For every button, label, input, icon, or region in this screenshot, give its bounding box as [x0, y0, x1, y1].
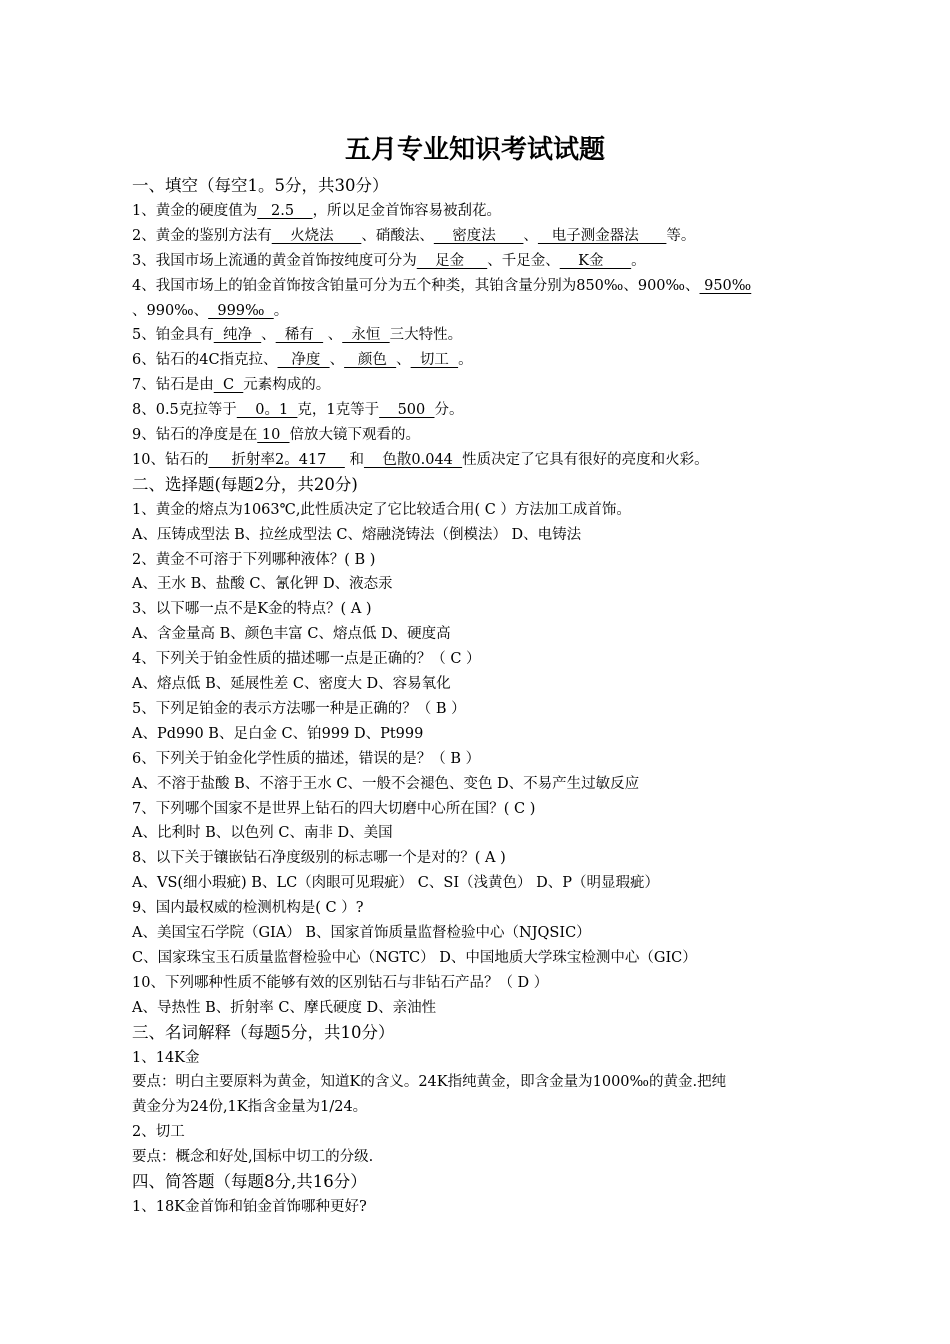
- exam-line: [132, 1122, 185, 1142]
- exam-line: [132, 799, 535, 819]
- exam-line: [132, 649, 481, 669]
- exam-line: [132, 226, 695, 246]
- exam-line: [132, 574, 393, 594]
- line-text: 三大特性。: [389, 327, 463, 344]
- line-text: 、千足金、: [487, 252, 560, 269]
- line-text: A、王水 B、盐酸 C、氰化钾 D、液态汞: [132, 576, 393, 593]
- line-text: 8、以下关于镶嵌钻石净度级别的标志哪一个是对的？( A ): [132, 850, 506, 867]
- exam-line: [132, 774, 639, 794]
- exam-line: [132, 375, 330, 395]
- exam-line: [132, 550, 375, 570]
- exam-line: [132, 998, 436, 1018]
- exam-line: [132, 450, 709, 470]
- line-text: 9、钻石的净度是在: [132, 427, 258, 443]
- exam-line: [132, 1147, 373, 1167]
- answer-blank: 折射率2。417: [208, 451, 345, 468]
- line-text: A、熔点低 B、延展性差 C、密度大 D、容易氧化: [132, 676, 451, 692]
- line-text: 5、下列足铂金的表示方法哪一种是正确的？（ B ）: [132, 700, 466, 717]
- line-text: 4、下列关于铂金性质的描述哪一点是正确的？（ C ）: [132, 651, 481, 668]
- exam-line: [132, 823, 393, 843]
- line-text: A、VS(细小瑕疵) B、LC（肉眼可见瑕疵） C、SI（浅黄色） D、P（明显瑕疵）: [132, 875, 660, 892]
- line-text: 要点：明白主要原料为黄金，知道K的含义。24K指纯黄金，即含金量为1000‰的黄金.把纯: [132, 1074, 727, 1091]
- line-text: 四、简答题（每题8分,共16分）: [132, 1172, 367, 1191]
- line-text: 分。: [434, 402, 464, 419]
- exam-line: [132, 350, 473, 370]
- section-heading: [132, 1172, 367, 1192]
- exam-line: [132, 325, 462, 345]
- line-text: C、国家珠宝玉石质量监督检验中心（NGTC） D、中国地质大学珠宝检测中心（GIC）: [132, 949, 697, 966]
- line-text: 、: [396, 352, 411, 369]
- line-text: 1、黄金的熔点为1063℃,此性质决定了它比较适合用( C ）方法加工成首饰。: [132, 501, 631, 518]
- line-text: 7、钻石是由: [132, 377, 214, 394]
- exam-line: [132, 699, 466, 719]
- line-text: 要点：概念和好处,国标中切工的分级.: [132, 1149, 374, 1166]
- exam-line: [132, 301, 288, 321]
- exam-line: [132, 724, 423, 744]
- exam-line: [132, 948, 697, 968]
- exam-line: [132, 749, 480, 769]
- exam-line: [132, 599, 372, 619]
- line-text: 3、以下哪一点不是K金的特点？( A ): [132, 601, 372, 618]
- exam-line: [132, 251, 646, 271]
- answer-blank: 切工: [410, 352, 459, 369]
- line-text: 1、18K金首饰和铂金首饰哪种更好?: [132, 1198, 367, 1215]
- page-title: 五月专业知识考试试题: [344, 135, 605, 165]
- exam-line: [132, 898, 363, 918]
- line-text: 克，1克等于: [297, 402, 380, 419]
- line-text: 、硝酸法、: [361, 227, 434, 244]
- answer-blank: 足金: [416, 252, 488, 269]
- line-text: 8、0.5克拉等于: [132, 402, 237, 419]
- answer-blank: 永恒: [342, 327, 390, 344]
- line-text: 2、黄金不可溶于下列哪种液体？( B ): [132, 551, 376, 568]
- exam-line: [132, 624, 451, 644]
- line-text: 4、我国市场上的铂金首饰按含铂量可分为五个种类，其铂含量分别为850‰、900‰、: [132, 277, 700, 294]
- line-text: 黄金分为24份,1K指含金量为1/24。: [132, 1099, 368, 1116]
- line-text: 6、下列关于铂金化学性质的描述，错误的是？（ B ）: [132, 750, 481, 767]
- exam-line: [132, 1097, 367, 1117]
- exam-line: [132, 923, 591, 943]
- answer-blank: 电子测金器法: [537, 227, 667, 244]
- line-text: A、压铸成型法 B、拉丝成型法 C、熔融浇铸法（倒模法） D、电铸法: [132, 526, 582, 543]
- line-text: 2、黄金的鉴别方法有: [132, 227, 272, 244]
- answer-blank: 颜色: [344, 352, 397, 369]
- section-heading: [132, 176, 389, 196]
- line-text: 10、下列哪种性质不能够有效的区别钻石与非钻石产品？（ D ）: [132, 974, 549, 991]
- line-text: 倍放大镜下观看的。: [289, 427, 421, 443]
- line-text: 和: [344, 451, 364, 468]
- line-text: 5、铂金具有: [132, 327, 214, 344]
- line-text: 性质决定了它具有很好的亮度和火彩。: [462, 451, 709, 468]
- line-text: 一、填空（每空1。5分，共30分）: [132, 176, 389, 195]
- exam-line: [132, 400, 463, 420]
- line-text: A、Pd990 B、足白金 C、铂999 D、Pt999: [132, 725, 424, 742]
- exam-line: [132, 500, 631, 520]
- line-text: 二、选择题(每题2分，共20分): [132, 474, 358, 494]
- line-text: ，所以足金首饰容易被刮花。: [312, 202, 502, 219]
- section-heading: [132, 475, 358, 495]
- line-text: A、不溶于盐酸 B、不溶于王水 C、一般不会褪色、变色 D、不易产生过敏反应: [132, 775, 640, 792]
- line-text: 。: [273, 302, 289, 319]
- line-text: 1、14K金: [132, 1049, 200, 1066]
- exam-line: [132, 674, 451, 694]
- line-text: 3、我国市场上流通的黄金首饰按纯度可分为: [132, 252, 417, 269]
- line-text: 等。: [666, 227, 696, 244]
- line-text: A、导热性 B、折射率 C、摩氏硬度 D、亲油性: [132, 999, 437, 1016]
- answer-blank: 0。1: [236, 402, 298, 419]
- answer-blank: 500: [379, 402, 435, 419]
- exam-line: [132, 525, 581, 545]
- answer-blank: 10: [257, 427, 290, 443]
- line-text: 。: [458, 352, 473, 369]
- line-text: 10、钻石的: [132, 451, 209, 468]
- exam-line: [132, 201, 501, 221]
- line-text: A、含金量高 B、颜色丰富 C、熔点低 D、硬度高: [132, 626, 451, 643]
- exam-line: [132, 973, 548, 993]
- exam-line: [132, 1048, 200, 1068]
- answer-blank: 火烧法: [271, 227, 362, 244]
- line-text: 、: [323, 327, 343, 344]
- answer-blank: C: [213, 377, 244, 394]
- answer-blank: 2.5: [257, 202, 313, 219]
- answer-blank: 净度: [277, 352, 330, 369]
- answer-blank: 色散0.044: [363, 451, 463, 468]
- exam-line: [132, 1072, 726, 1092]
- line-text: 2、切工: [132, 1124, 185, 1141]
- line-text: 、: [261, 327, 276, 344]
- exam-line: [132, 1197, 367, 1217]
- answer-blank: 稀有: [275, 327, 324, 344]
- section-heading: [132, 1023, 395, 1043]
- line-text: 、990‰、: [132, 302, 209, 319]
- line-text: 、: [329, 352, 345, 369]
- answer-blank: 密度法: [433, 227, 524, 244]
- exam-line: [132, 425, 420, 445]
- answer-blank: K金: [559, 252, 632, 269]
- line-text: 元素构成的。: [243, 377, 331, 394]
- line-text: 9、国内最权威的检测机构是( C ）?: [132, 900, 364, 917]
- exam-line: [132, 276, 751, 296]
- line-text: A、比利时 B、以色列 C、南非 D、美国: [132, 825, 393, 842]
- line-text: 1、黄金的硬度值为: [132, 202, 258, 219]
- line-text: 。: [631, 252, 646, 269]
- answer-blank: 950‰: [699, 277, 752, 294]
- line-text: 7、下列哪个国家不是世界上钻石的四大切磨中心所在国？( C ): [132, 800, 536, 817]
- answer-blank: 999‰: [208, 302, 274, 319]
- exam-line: [132, 873, 659, 893]
- exam-line: [132, 848, 506, 868]
- line-text: 三、名词解释（每题5分，共10分）: [132, 1022, 395, 1042]
- answer-blank: 纯净: [213, 327, 262, 344]
- line-text: 6、钻石的4C指克拉、: [132, 352, 278, 369]
- line-text: A、美国宝石学院（GIA） B、国家首饰质量监督检验中心（NJQSIC）: [132, 925, 591, 941]
- line-text: 、: [523, 227, 538, 244]
